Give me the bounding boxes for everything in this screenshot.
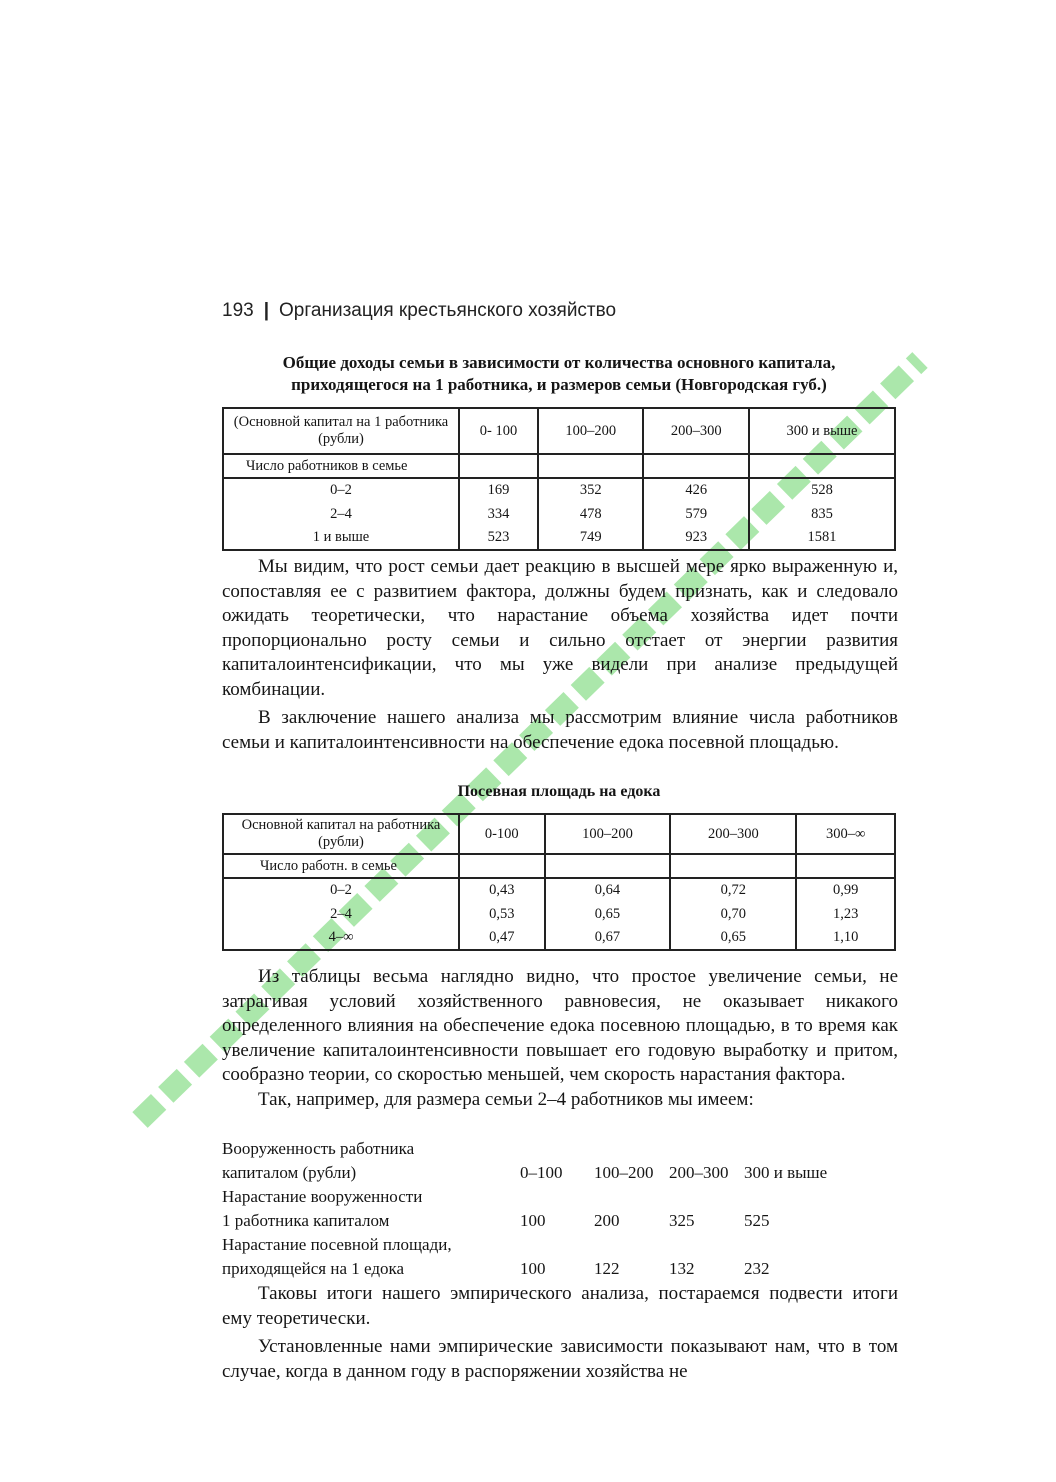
cell: 478 — [538, 502, 644, 526]
cell: 923 — [643, 526, 749, 550]
table1-col: 300 и выше — [749, 408, 895, 454]
paragraph: Из таблицы весьма наглядно видно, что простое увеличение семьи, не затрагивая условий хозяйственного равновесия, не оказывает никакого определенного влияния на обеспечение едока посевною площадью, в то время как увеличение капиталоинтенсивности повышает его годовую выработку и притом, сообразно теории, со скоростью меньшей, чем скорость нарастания фактора. — [222, 966, 898, 1085]
stats-label: 1 работника капиталом — [222, 1211, 390, 1230]
table2-subheader-row — [223, 854, 895, 878]
stats-value: 100 — [520, 1259, 546, 1278]
cell: 835 — [749, 502, 895, 526]
running-header — [222, 300, 616, 322]
row-label: 1 и выше — [223, 526, 459, 550]
running-title: Организация крестьянского хозяйство — [279, 300, 617, 321]
cell: 1,10 — [796, 926, 895, 950]
stats-value: 100 — [520, 1211, 546, 1230]
cell: 334 — [459, 502, 538, 526]
table-row — [223, 926, 895, 950]
header-separator: | — [263, 300, 270, 321]
table1-corner-top: (Основной капитал на 1 работника (рубли) — [223, 408, 459, 454]
row-label: 0–2 — [223, 478, 459, 502]
table1-col: 100–200 — [538, 408, 644, 454]
stats-value: 122 — [594, 1259, 620, 1278]
table1-corner-bottom: Число работников в семье — [223, 454, 459, 478]
stats-label: приходящейся на 1 едока — [222, 1259, 405, 1278]
stats-value: 132 — [669, 1259, 695, 1278]
paragraph: Установленные нами эмпирические зависимости показывают нам, что в том случае, когда в данном году в распоряжении хозяйства не — [222, 1336, 898, 1382]
table-row — [223, 902, 895, 926]
cell: 0,67 — [545, 926, 671, 950]
stats-label: Вооруженность работника — [222, 1139, 415, 1158]
table1-title-line1: Общие доходы семьи в зависимости от количества основного капитала, — [282, 353, 836, 372]
stats-label: Нарастание посевной площади, — [222, 1235, 452, 1254]
table1-subheader-row — [223, 454, 895, 478]
paragraph: В заключение нашего анализа мы рассмотрим влияние числа работников семьи и капиталоинтенсивности на обеспечение едока посевной площадью. — [222, 707, 898, 753]
cell: 749 — [538, 526, 644, 550]
cell: 1,23 — [796, 902, 895, 926]
cell: 1581 — [749, 526, 895, 550]
body-text-block-3 — [222, 1282, 898, 1384]
stats-value: 300 и выше — [744, 1163, 828, 1182]
row-label: 0–2 — [223, 878, 459, 902]
cell: 523 — [459, 526, 538, 550]
table1-title-line2: приходящегося на 1 работника, и размеров семьи (Новгородская губ.) — [291, 375, 827, 394]
table-row — [223, 502, 895, 526]
cell: 0,70 — [670, 902, 796, 926]
table2-corner-top: Основной капитал на работника (рубли) — [223, 814, 459, 854]
cell: 0,72 — [670, 878, 796, 902]
table2-col: 200–300 — [670, 814, 796, 854]
paragraph: Мы видим, что рост семьи дает реакцию в высшей мере ярко выраженную и, сопоставляя ее с развитием фактора, должны будем признать, как и следовало ожидать теоретически, что нарастание объема хозяйства идет почти пропорционально росту семьи и сильно отстает от энергии развития капиталоинтенсификации, что мы уже видели при анализе предыдущей комбинации. — [222, 556, 898, 700]
cell: 0,43 — [459, 878, 545, 902]
table2 — [222, 813, 896, 951]
paragraph: Таковы итоги нашего эмпирического анализа, постараемся подвести итоги ему теоретически. — [222, 1283, 898, 1329]
paragraph: Так, например, для размера семьи 2–4 работников мы имеем: — [258, 1088, 754, 1110]
table1 — [222, 407, 896, 551]
body-text-block-2 — [222, 965, 898, 1112]
row-label: 2–4 — [223, 902, 459, 926]
stats-value: 100–200 — [594, 1163, 654, 1182]
stats-value: 232 — [744, 1259, 770, 1278]
stats-value: 200–300 — [669, 1163, 729, 1182]
table-row — [223, 478, 895, 502]
table1-col: 0- 100 — [459, 408, 538, 454]
stats-value: 200 — [594, 1211, 620, 1230]
table2-title: Посевная площадь на едока — [457, 783, 661, 800]
table2-col: 0-100 — [459, 814, 545, 854]
cell: 0,64 — [545, 878, 671, 902]
stats-label: Нарастание вооруженности — [222, 1187, 423, 1206]
cell: 0,65 — [545, 902, 671, 926]
row-label: 2–4 — [223, 502, 459, 526]
cell: 579 — [643, 502, 749, 526]
cell: 169 — [459, 478, 538, 502]
table-row — [223, 526, 895, 550]
table2-corner-bottom: Число работн. в семье — [223, 854, 459, 878]
table-row — [223, 878, 895, 902]
table1-header-row — [223, 408, 895, 454]
cell: 0,47 — [459, 926, 545, 950]
cell: 426 — [643, 478, 749, 502]
cell: 352 — [538, 478, 644, 502]
table2-col: 300–∞ — [796, 814, 895, 854]
stats-label: капиталом (рубли) — [222, 1163, 357, 1182]
cell: 0,53 — [459, 902, 545, 926]
body-text-block-1 — [222, 555, 898, 755]
table1-col: 200–300 — [643, 408, 749, 454]
table2-header-row — [223, 814, 895, 854]
cell: 528 — [749, 478, 895, 502]
stats-value: 525 — [744, 1211, 770, 1230]
cell: 0,65 — [670, 926, 796, 950]
table2-col: 100–200 — [545, 814, 671, 854]
stats-value: 0–100 — [520, 1163, 563, 1182]
stats-value: 325 — [669, 1211, 695, 1230]
table1-title — [222, 352, 896, 396]
page-number: 193 — [222, 300, 254, 321]
cell: 0,99 — [796, 878, 895, 902]
row-label: 4–∞ — [223, 926, 459, 950]
